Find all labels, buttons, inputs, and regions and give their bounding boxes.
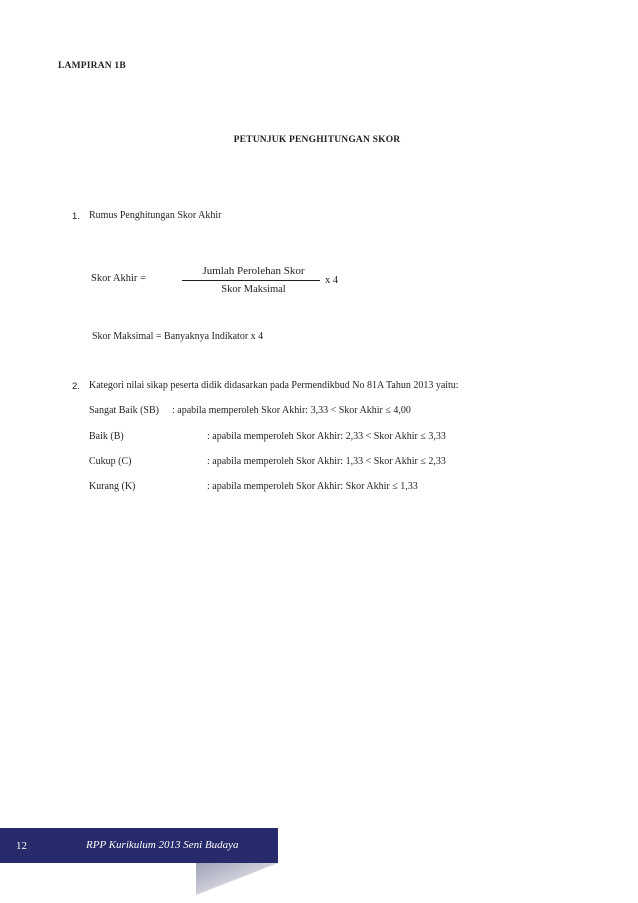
section-2-number: 2. [72, 381, 80, 392]
footer-bar-shadow [196, 863, 278, 895]
section-1-number: 1. [72, 211, 80, 222]
category-name: Kurang (K) [89, 481, 136, 492]
formula-numerator: Jumlah Perolehan Skor [202, 265, 305, 277]
page-title-text: PETUNJUK PENGHITUNGAN SKOR [233, 135, 401, 145]
category-name: Baik (B) [89, 431, 124, 442]
section-2-heading: Kategori nilai sikap peserta didik didasarkan pada Permendikbud No 81A Tahun 2013 yaitu: [89, 380, 459, 391]
footer-title: RPP Kurikulum 2013 Seni Budaya [86, 839, 239, 851]
page-title [0, 135, 638, 145]
section-1-heading: Rumus Penghitungan Skor Akhir [89, 210, 222, 221]
appendix-label: LAMPIRAN 1B [58, 61, 126, 71]
category-rule: : apabila memperoleh Skor Akhir: 2,33 < Skor Akhir ≤ 3,33 [207, 431, 446, 442]
formula-denominator: Skor Maksimal [221, 284, 286, 295]
fraction-bar [182, 280, 320, 281]
max-score-note: Skor Maksimal = Banyaknya Indikator x 4 [92, 331, 264, 342]
formula-multiplier: x 4 [325, 275, 339, 286]
category-rule: : apabila memperoleh Skor Akhir: 1,33 < Skor Akhir ≤ 2,33 [207, 456, 446, 467]
category-rule: : apabila memperoleh Skor Akhir: Skor Akhir ≤ 1,33 [207, 481, 418, 492]
category-rule: : apabila memperoleh Skor Akhir: 3,33 < Skor Akhir ≤ 4,00 [172, 405, 411, 416]
category-name: Sangat Baik (SB) [89, 405, 159, 416]
formula-left-side: Skor Akhir = [91, 273, 146, 284]
page-number: 12 [16, 840, 27, 852]
category-name: Cukup (C) [89, 456, 132, 467]
